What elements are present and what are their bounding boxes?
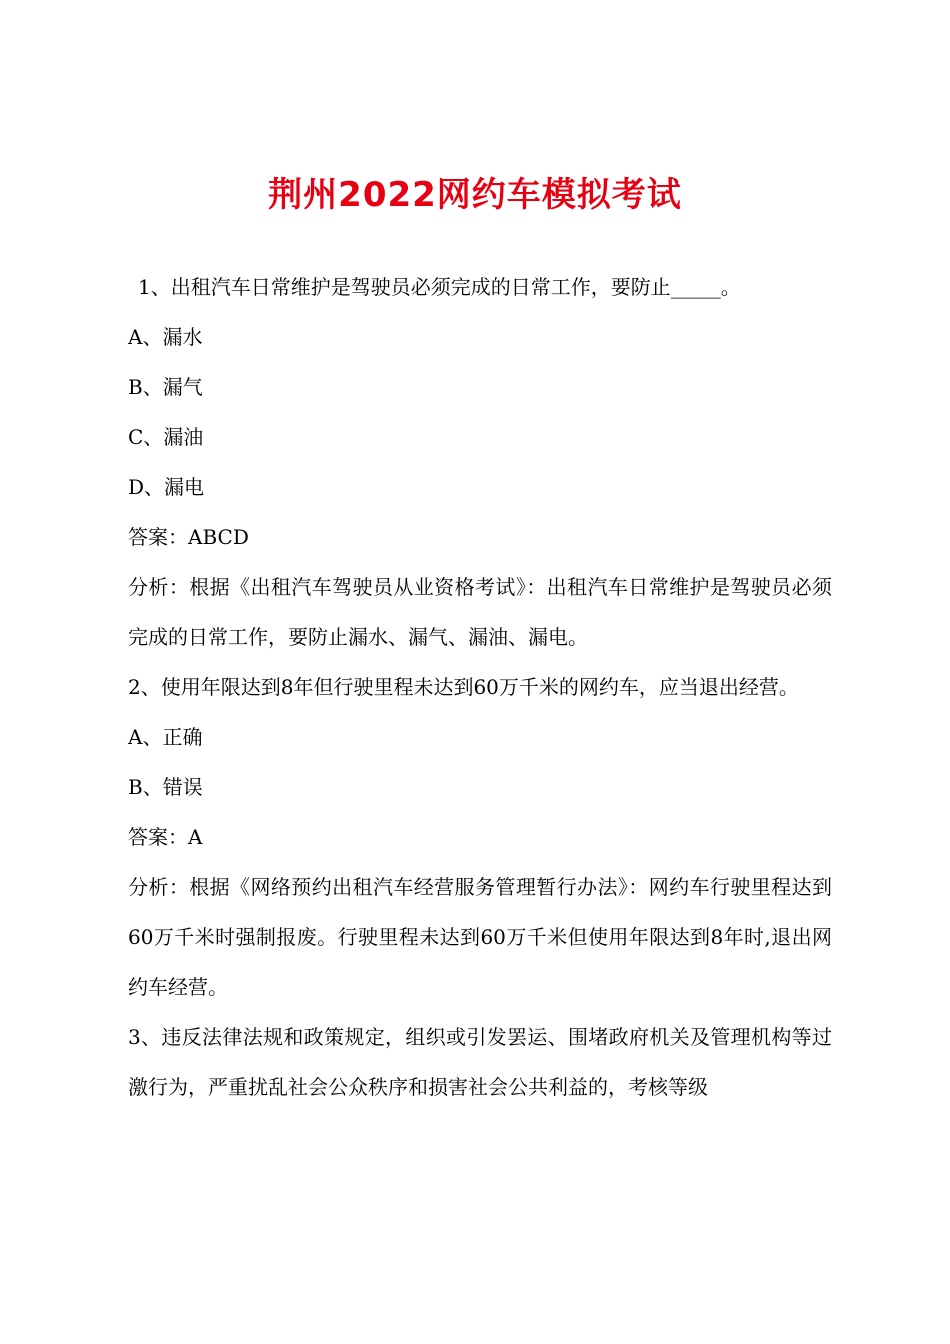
document-title: 荆州2022网约车模拟考试 xyxy=(268,175,682,215)
question-2-answer: 答案：A xyxy=(128,825,203,849)
question-1-option-c: C、漏油 xyxy=(128,425,204,449)
question-1-analysis: 分析：根据《出租汽车驾驶员从业资格考试》：出租汽车日常维护是驾驶员必须完成的日常工作，要防止漏水、漏气、漏油、漏电。 xyxy=(128,575,832,649)
question-2-option-a: A、正确 xyxy=(128,725,203,749)
document-body xyxy=(128,262,832,1112)
question-1-text: 1、出租汽车日常维护是驾驶员必须完成的日常工作，要防止_____。 xyxy=(138,275,741,299)
question-2-analysis: 分析：根据《网络预约出租汽车经营服务管理暂行办法》：网约车行驶里程达到60万千米时强制报废。行驶里程未达到60万千米但使用年限达到8年时,退出网约车经营。 xyxy=(128,875,832,999)
question-1-option-d: D、漏电 xyxy=(128,475,205,499)
question-3-text: 3、违反法律法规和政策规定，组织或引发罢运、围堵政府机关及管理机构等过激行为，严重扰乱社会公众秩序和损害社会公共利益的，考核等级 xyxy=(128,1025,832,1099)
question-1-option-b: B、漏气 xyxy=(128,375,203,399)
question-1-option-a: A、漏水 xyxy=(128,325,203,349)
question-2-text: 2、使用年限达到8年但行驶里程未达到60万千米的网约车，应当退出经营。 xyxy=(128,675,799,699)
question-1-answer: 答案：ABCD xyxy=(128,525,249,549)
question-2-option-b: B、错误 xyxy=(128,775,203,799)
